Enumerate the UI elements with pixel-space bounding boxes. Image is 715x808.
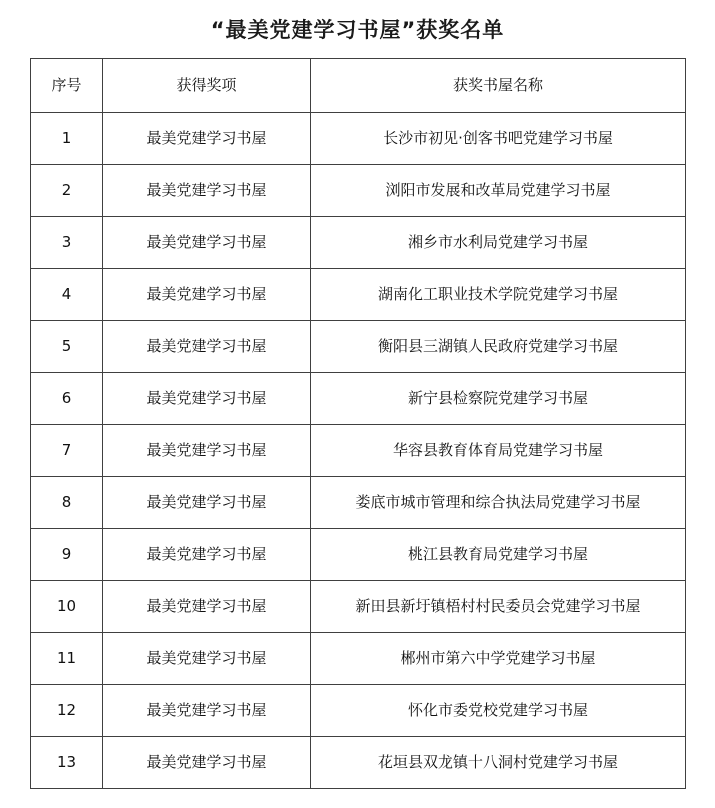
cell-sequence: 2 bbox=[31, 165, 103, 217]
table-row bbox=[31, 321, 686, 373]
cell-award: 最美党建学习书屋 bbox=[103, 373, 311, 425]
cell-award: 最美党建学习书屋 bbox=[103, 425, 311, 477]
cell-sequence: 3 bbox=[31, 217, 103, 269]
cell-award: 最美党建学习书屋 bbox=[103, 477, 311, 529]
cell-sequence: 11 bbox=[31, 633, 103, 685]
cell-sequence: 10 bbox=[31, 581, 103, 633]
table-body bbox=[31, 113, 686, 789]
cell-name: 怀化市委党校党建学习书屋 bbox=[311, 685, 686, 737]
table-row bbox=[31, 685, 686, 737]
cell-name: 浏阳市发展和改革局党建学习书屋 bbox=[311, 165, 686, 217]
table-row bbox=[31, 165, 686, 217]
table-row bbox=[31, 113, 686, 165]
table-row bbox=[31, 737, 686, 789]
cell-award: 最美党建学习书屋 bbox=[103, 685, 311, 737]
cell-award: 最美党建学习书屋 bbox=[103, 737, 311, 789]
cell-name: 花垣县双龙镇十八洞村党建学习书屋 bbox=[311, 737, 686, 789]
cell-award: 最美党建学习书屋 bbox=[103, 165, 311, 217]
cell-award: 最美党建学习书屋 bbox=[103, 633, 311, 685]
table-row bbox=[31, 269, 686, 321]
table-row bbox=[31, 529, 686, 581]
column-header-award: 获得奖项 bbox=[103, 59, 311, 113]
table-container bbox=[0, 58, 715, 789]
cell-sequence: 12 bbox=[31, 685, 103, 737]
cell-name: 衡阳县三湖镇人民政府党建学习书屋 bbox=[311, 321, 686, 373]
cell-sequence: 6 bbox=[31, 373, 103, 425]
column-header-sequence: 序号 bbox=[31, 59, 103, 113]
table-row bbox=[31, 373, 686, 425]
table-row bbox=[31, 581, 686, 633]
cell-sequence: 8 bbox=[31, 477, 103, 529]
cell-award: 最美党建学习书屋 bbox=[103, 529, 311, 581]
table-row bbox=[31, 633, 686, 685]
cell-award: 最美党建学习书屋 bbox=[103, 217, 311, 269]
cell-name: 桃江县教育局党建学习书屋 bbox=[311, 529, 686, 581]
cell-sequence: 1 bbox=[31, 113, 103, 165]
cell-sequence: 9 bbox=[31, 529, 103, 581]
table-header bbox=[31, 59, 686, 113]
award-list-table bbox=[30, 58, 686, 789]
cell-award: 最美党建学习书屋 bbox=[103, 113, 311, 165]
cell-name: 湘乡市水利局党建学习书屋 bbox=[311, 217, 686, 269]
table-header-row bbox=[31, 59, 686, 113]
cell-name: 郴州市第六中学党建学习书屋 bbox=[311, 633, 686, 685]
table-row bbox=[31, 425, 686, 477]
cell-sequence: 4 bbox=[31, 269, 103, 321]
cell-name: 新宁县检察院党建学习书屋 bbox=[311, 373, 686, 425]
cell-sequence: 13 bbox=[31, 737, 103, 789]
table-row bbox=[31, 477, 686, 529]
cell-name: 长沙市初见·创客书吧党建学习书屋 bbox=[311, 113, 686, 165]
cell-award: 最美党建学习书屋 bbox=[103, 321, 311, 373]
cell-name: 湖南化工职业技术学院党建学习书屋 bbox=[311, 269, 686, 321]
cell-name: 娄底市城市管理和综合执法局党建学习书屋 bbox=[311, 477, 686, 529]
cell-sequence: 7 bbox=[31, 425, 103, 477]
cell-award: 最美党建学习书屋 bbox=[103, 581, 311, 633]
column-header-name: 获奖书屋名称 bbox=[311, 59, 686, 113]
cell-award: 最美党建学习书屋 bbox=[103, 269, 311, 321]
page-title: “最美党建学习书屋”获奖名单 bbox=[210, 18, 505, 42]
table-row bbox=[31, 217, 686, 269]
cell-name: 新田县新圩镇梧村村民委员会党建学习书屋 bbox=[311, 581, 686, 633]
cell-sequence: 5 bbox=[31, 321, 103, 373]
cell-name: 华容县教育体育局党建学习书屋 bbox=[311, 425, 686, 477]
